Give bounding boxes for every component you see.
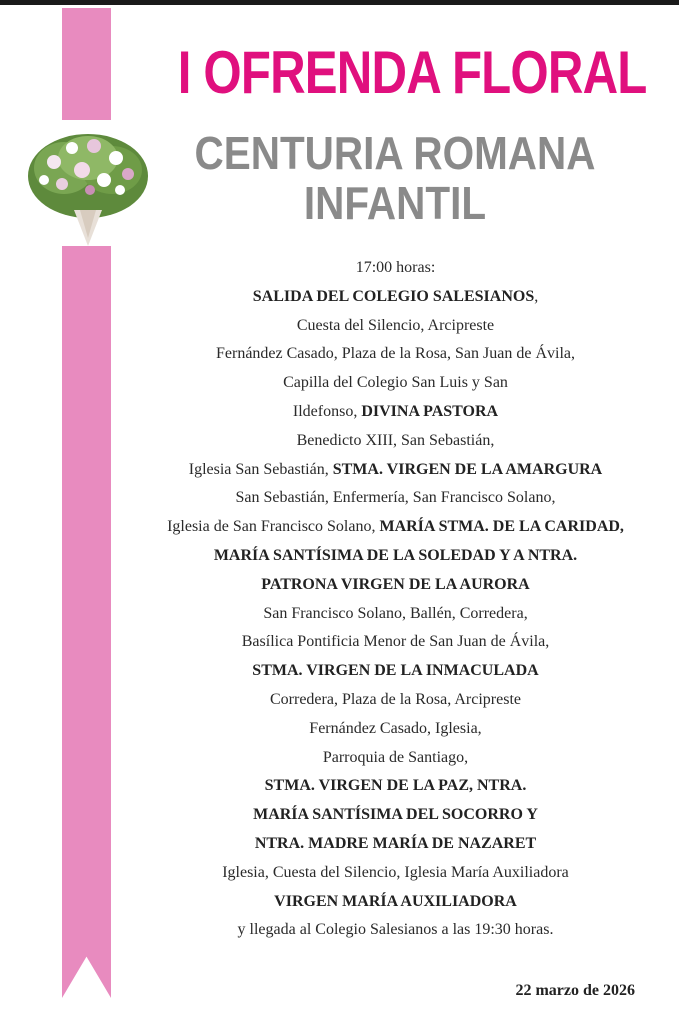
itinerary-line xyxy=(120,859,671,888)
itinerary-highlight: MARÍA SANTÍSIMA DE LA SOLEDAD Y A NTRA. xyxy=(213,546,578,564)
itinerary-text-segment: , xyxy=(534,287,539,305)
itinerary-line xyxy=(120,513,671,542)
itinerary-line xyxy=(120,427,671,456)
pink-ribbon-upper xyxy=(62,8,111,120)
itinerary-highlight: MARÍA STMA. DE LA CARIDAD, xyxy=(379,518,624,536)
flower-bouquet-icon xyxy=(24,118,152,248)
itinerary-line xyxy=(120,744,671,773)
event-date: 22 marzo de 2026 xyxy=(515,982,635,999)
itinerary-text-segment: San Francisco Solano, Ballén, Corredera, xyxy=(263,604,528,622)
itinerary-text-segment: Parroquia de Santiago, xyxy=(322,748,469,766)
itinerary-text-segment: Cuesta del Silencio, Arcipreste xyxy=(296,316,495,334)
itinerary-line xyxy=(120,715,671,744)
itinerary-line xyxy=(120,254,671,283)
itinerary-text-segment: Fernández Casado, Iglesia, xyxy=(309,719,482,737)
itinerary-highlight: MARÍA SANTÍSIMA DEL SOCORRO Y xyxy=(253,806,538,824)
itinerary-text xyxy=(120,254,671,945)
itinerary-line xyxy=(120,340,671,369)
itinerary-text-segment: y llegada al Colegio Salesianos a las 19:30 horas. xyxy=(237,921,554,939)
itinerary-line xyxy=(120,657,671,686)
itinerary-line xyxy=(120,484,671,513)
itinerary-highlight: STMA. VIRGEN DE LA INMACULADA xyxy=(252,662,539,680)
itinerary-line xyxy=(120,801,671,830)
itinerary-text-segment: Iglesia, Cuesta del Silencio, Iglesia María Auxiliadora xyxy=(222,863,569,881)
itinerary-line xyxy=(120,772,671,801)
itinerary-text-segment: Corredera, Plaza de la Rosa, Arcipreste xyxy=(269,690,521,708)
itinerary-highlight: VIRGEN MARÍA AUXILIADORA xyxy=(274,892,517,910)
itinerary-line xyxy=(120,571,671,600)
subtitle-line: CENTURIA ROMANA xyxy=(194,127,596,179)
itinerary-text-segment: Iglesia de San Francisco Solano, xyxy=(167,518,380,536)
itinerary-line xyxy=(120,398,671,427)
itinerary-text-segment: 17:00 horas: xyxy=(355,259,436,276)
top-border xyxy=(0,0,679,5)
itinerary-line xyxy=(120,456,671,485)
itinerary-text-segment: Basílica Pontificia Menor de San Juan de Ávila, xyxy=(241,633,550,651)
page-title: I OFRENDA FLORAL xyxy=(177,39,647,106)
itinerary-text-segment: Capilla del Colegio San Luis y San xyxy=(283,374,508,392)
itinerary-line xyxy=(120,283,671,312)
subtitle-line: INFANTIL xyxy=(303,177,487,229)
itinerary-highlight: NTRA. MADRE MARÍA DE NAZARET xyxy=(254,834,537,852)
itinerary-line xyxy=(120,830,671,859)
itinerary-text-segment: Fernández Casado, Plaza de la Rosa, San Juan de Ávila, xyxy=(215,345,575,363)
itinerary-line xyxy=(120,542,671,571)
itinerary-highlight: DIVINA PASTORA xyxy=(361,402,499,420)
itinerary-line xyxy=(120,628,671,657)
itinerary-line xyxy=(120,312,671,341)
itinerary-text-segment: Benedicto XIII, San Sebastián, xyxy=(296,431,495,449)
itinerary-highlight: SALIDA DEL COLEGIO SALESIANOS xyxy=(252,287,535,305)
itinerary-highlight: PATRONA VIRGEN DE LA AURORA xyxy=(261,575,530,593)
itinerary-line xyxy=(120,600,671,629)
itinerary-text-segment: Ildefonso, xyxy=(292,402,362,420)
itinerary-highlight: STMA. VIRGEN DE LA AMARGURA xyxy=(332,460,603,478)
subtitle xyxy=(179,128,610,228)
itinerary-line xyxy=(120,369,671,398)
itinerary-highlight: STMA. VIRGEN DE LA PAZ, NTRA. xyxy=(264,777,527,795)
pink-ribbon-lower xyxy=(62,246,111,998)
itinerary-text-segment: Iglesia San Sebastián, xyxy=(188,460,333,478)
itinerary-line xyxy=(120,686,671,715)
itinerary-line xyxy=(120,888,671,917)
itinerary-line xyxy=(120,916,671,945)
itinerary-text-segment: San Sebastián, Enfermería, San Francisco Solano, xyxy=(235,489,556,507)
